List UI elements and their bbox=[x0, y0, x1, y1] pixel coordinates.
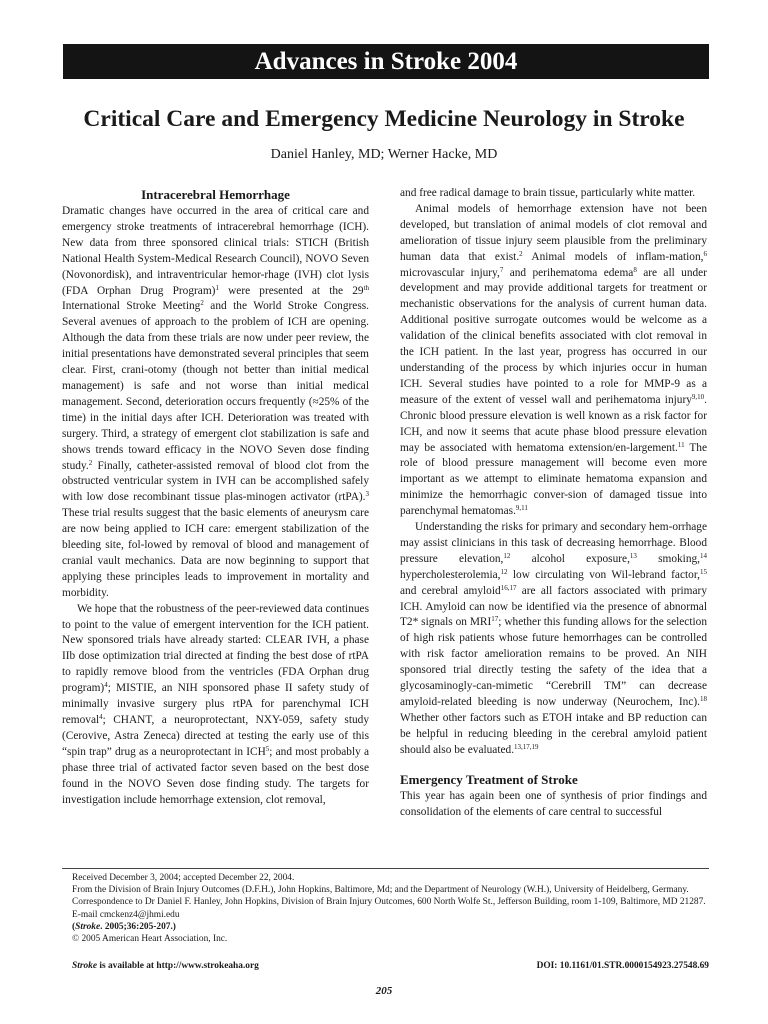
paragraph: This year has again been one of synthesis of prior findings and consolidation of the elements of care central to successful bbox=[400, 789, 707, 818]
footnote-citation: (Stroke. 2005;36:205-207.) bbox=[72, 921, 176, 932]
section-heading-emergency: Emergency Treatment of Stroke bbox=[400, 771, 578, 787]
paragraph: and free radical damage to brain tissue, particularly white matter. bbox=[400, 187, 696, 199]
footnote-divider bbox=[62, 868, 709, 869]
doi: DOI: 10.1161/01.STR.0000154923.27548.69 bbox=[536, 961, 709, 971]
footnote-correspondence: Correspondence to Dr Daniel F. Hanley, John Hopkins, Division of Brain Injury Outcomes, 600 North Wolfe St., Jefferson Building, room 1-109, Baltimore, MD 21287. E-mail cmckenz4@jhmi.edu bbox=[72, 897, 706, 920]
footnote-received: Received December 3, 2004; accepted December 22, 2004. bbox=[72, 873, 295, 883]
section-banner: Advances in Stroke 2004 bbox=[63, 44, 709, 79]
footnote-affiliation: From the Division of Brain Injury Outcomes (D.F.H.), John Hopkins, Baltimore, Md; and the Department of Neurology (W.H.), University of Heidelberg, Germany. bbox=[72, 885, 689, 896]
right-column bbox=[400, 186, 707, 820]
article-title: Critical Care and Emergency Medicine Neurology in Stroke bbox=[83, 106, 685, 132]
section-heading-ich: Intracerebral Hemorrhage bbox=[141, 187, 290, 202]
paragraph: Animal models of hemorrhage extension have not been developed, but translation of animal models of clot removal and amelioration of tissue injury seem plausible from the preliminary human data that exist.$^2$ Animal models of inflam-mation,$^6$ microvascular injury,$^7$ and perihematoma edema$^8$ are all under development and may provide additional targets for treatment or mechanistic observations for the analysis of current human data. Additional positive surrogate outcomes would be welcome as a validation of the clinical benefits associated with clot removal in the ICH patient. In the last year, progress has occurred in our understanding of the process by which injuries occur in human ICH. Several studies have pointed to a role for MMP-9 as a measure of the extent of vessel wall and perihematoma injury$^{9,10}$. Chronic blood pressure elevation is well known as a risk factor for ICH, and now it seems that acute phase blood pressure elevation may be associated with hematoma extension/en-largement.$^{11}$ The role of blood pressure management will become even more important as we attempt to eliminate hematoma expansion and minimize the hemorrhagic conver-sion of damaged tissue into parenchymal hematomas.$^{9,11}$ bbox=[400, 202, 707, 518]
paragraph: Dramatic changes have occurred in the area of critical care and emergency stroke treatments of intracerebral hemorrhage (ICH). New data from three sponsored clinical trials: STICH (British National Health System-Medical Research Council), NOVO Seven (Novonordisk), and intraventricular hemor-rhage (IVH) clot lysis (FDA Orphan Drug Program)$^1$ were presented at the 29th International Stroke Meeting$^2$ and the World Stroke Congress. Several avenues of approach to the problem of ICH are opening. Although the data from these trials are now under peer review, the initial presentations have demonstrated several principles that seem clear. First, crani-otomy (though not better than initial medical management) is safe and not worse than initial medical management. Second, deterioration occurs frequently (≈25% of the time) in the initial days after ICH. Deterioration was treated with surgery. Third, a strategy of emergent clot stabilization is safe and shows trends toward efficacy in the NOVO Seven dose finding study.$^2$ Finally, catheter-assisted removal of blood clot from the obstructed ventricular system in IVH can be accomplished safely with low dose recombinant tissue plas-minogen activator (rtPA).$^3$ These trial results suggest that the basic elements of aneurysm care are now being applied to ICH care: emergent stabilization of the bleeding site, fol-lowed by removal of blood and management of cranial vault mechanics. Data are now beginning to support that applying these principles leads to improvement in mortality and morbidity. bbox=[62, 205, 370, 599]
journal-availability: Stroke is available at http://www.strokeaha.org bbox=[72, 961, 259, 971]
article-authors: Daniel Hanley, MD; Werner Hacke, MD bbox=[270, 147, 498, 162]
footnote-copyright: © 2005 American Heart Association, Inc. bbox=[72, 934, 228, 945]
footnotes bbox=[62, 872, 709, 945]
paragraph: We hope that the robustness of the peer-reviewed data continues to point to the value of emergent intervention for the ICH patient. New sponsored trials have already started: CLEAR IVH, a phase IIb dose optimization trial directed at finding the best dose of rtPA to rapidly remove blood from the ventricles (FDA Orphan drug program)$^4$; MISTIE, an NIH sponsored phase II safety study of minimally invasive surgery plus rtPA for parenchymal ICH removal$^4$; CHANT, a neuroprotectant, NXY-059, safety study (Cerovive, Astra Zeneca) directed at testing the early use of this “spin trap” drug as a neuroprotectant in ICH$^5$; and most probably a phase three trial of activated factor seven based on the best dose found in the NOVO Seven dose finding study. The targets for investigation include hemorrhage extension, clot removal, bbox=[62, 602, 369, 806]
footer bbox=[62, 961, 709, 975]
left-column bbox=[62, 186, 369, 808]
page-number: 205 bbox=[375, 985, 393, 997]
paragraph: Understanding the risks for primary and secondary hem-orrhage may assist clinicians in this task of decreasing hemorrhage. Blood pressure elevation,$^{12}$ alcohol exposure,$^{13}$ smoking,$^{14}$ hypercholesterolemia,$^{12}$ low circulating von Wil-lebrand factor,$^{15}$ and cerebral amyloid$^{16,17}$ are all factors associated with primary ICH. Amyloid can now be identified via the presence of abnormal T2* signals on MRI$^{17}$; whether this funding allows for the selection of high risk patients whose future hemorrhages can be controlled with risk factor amelioration remains to be proved. An NIH sponsored trial directly testing the safety of the idea that a glycosaminogly-can-mimetic “Cerebrill TM” can decrease amyloid-related bleeding is now underway (Neurochem, Inc).$^{18}$ Whether other factors such as ETOH intake and BP reduction can be helpful in reducing bleeding in the cerebral amyloid patient should also be evaluated.$^{13,17,19}$ bbox=[400, 521, 708, 756]
